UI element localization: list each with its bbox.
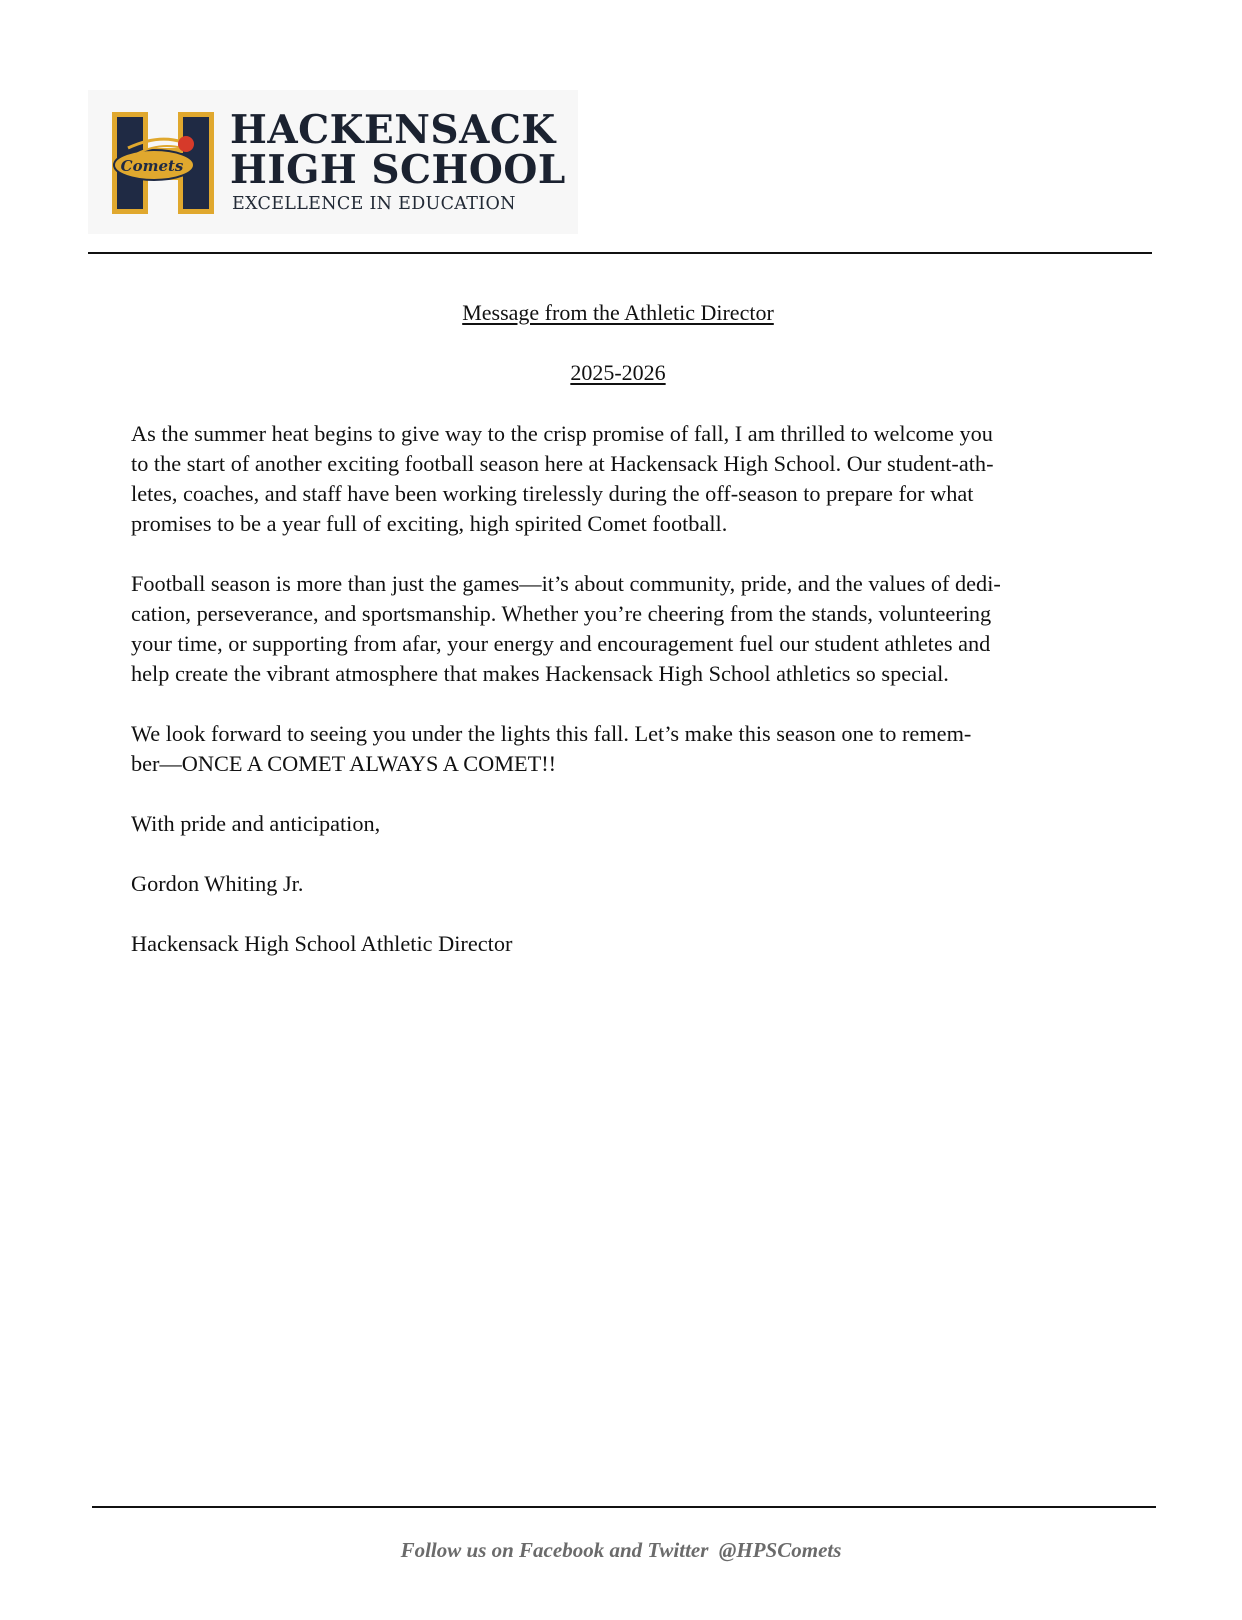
school-logo bbox=[108, 108, 218, 218]
paragraph-line: help create the vibrant atmosphere that makes Hackensack High School athletics so special. bbox=[131, 661, 949, 686]
letter-year: 2025-2026 bbox=[570, 360, 666, 385]
paragraph-line: As the summer heat begins to give way to the crisp promise of fall, I am thrilled to welcome you bbox=[131, 421, 993, 446]
letter-closing: With pride and anticipation, bbox=[131, 811, 381, 836]
letterhead bbox=[88, 90, 578, 234]
header-divider bbox=[88, 252, 1152, 254]
paragraph-line: promises to be a year full of exciting, high spirited Comet football. bbox=[131, 511, 728, 536]
paragraph-line: to the start of another exciting football season here at Hackensack High School. Our student-ath- bbox=[131, 451, 994, 476]
paragraph-welcome bbox=[131, 419, 1121, 539]
school-name-line2: HIGH SCHOOL bbox=[230, 147, 566, 193]
paragraph-line: We look forward to seeing you under the lights this fall. Let’s make this season one to remem- bbox=[131, 721, 972, 746]
svg-text:Comets: Comets bbox=[120, 157, 184, 175]
letter-title: Message from the Athletic Director bbox=[462, 300, 774, 325]
paragraph-community bbox=[131, 569, 1121, 689]
social-footer: Follow us on Facebook and Twitter @HPSComets bbox=[400, 1538, 842, 1562]
school-name-line1: HACKENSACK bbox=[230, 107, 556, 153]
paragraph-line: cation, perseverance, and sportsmanship. Whether you’re cheering from the stands, volunteering bbox=[131, 601, 992, 626]
signer-name: Gordon Whiting Jr. bbox=[131, 871, 304, 896]
paragraph-closing-message bbox=[131, 719, 1121, 779]
paragraph-line: letes, coaches, and staff have been working tirelessly during the off-season to prepare for what bbox=[131, 481, 974, 506]
school-name bbox=[230, 107, 566, 193]
paragraph-line: your time, or supporting from afar, your energy and encouragement fuel our student athletes and bbox=[131, 631, 991, 656]
signer-title: Hackensack High School Athletic Director bbox=[131, 931, 513, 956]
school-tagline: EXCELLENCE IN EDUCATION bbox=[232, 194, 516, 214]
footer-divider bbox=[92, 1506, 1156, 1508]
paragraph-line: Football season is more than just the games—it’s about community, pride, and the values of dedi- bbox=[131, 571, 1001, 596]
paragraph-line: ber—ONCE A COMET ALWAYS A COMET!! bbox=[131, 751, 557, 776]
